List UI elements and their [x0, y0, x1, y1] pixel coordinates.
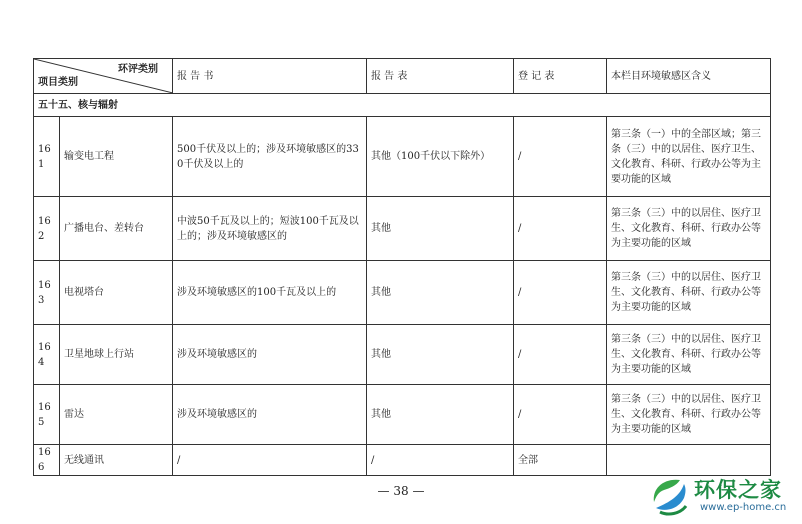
register-form-cell: / — [514, 117, 607, 197]
register-form-cell: / — [514, 261, 607, 325]
register-form-cell: 全部 — [514, 445, 607, 476]
report-form-cell: 其他（100千伏以下除外） — [367, 117, 514, 197]
table-row — [34, 197, 771, 261]
leaf-globe-icon — [646, 472, 692, 518]
report-form-cell: 其他 — [367, 385, 514, 445]
header-report-book: 报 告 书 — [173, 59, 367, 94]
section-title: 五十五、核与辐射 — [34, 94, 771, 117]
project-name: 雷达 — [60, 385, 173, 445]
header-report-form: 报 告 表 — [367, 59, 514, 94]
report-book-cell: 500千伏及以上的；涉及环境敏感区的330千伏及以上的 — [173, 117, 367, 197]
report-book-cell: 涉及环境敏感区的 — [173, 385, 367, 445]
header-env-category: 环评类别 — [118, 64, 158, 75]
table-header-row — [34, 59, 771, 94]
watermark-name: 环保之家 — [694, 478, 782, 502]
meaning-cell: 第三条（三）中的以居住、医疗卫生、文化教育、科研、行政办公等为主要功能的区域 — [607, 385, 771, 445]
report-form-cell: 其他 — [367, 197, 514, 261]
meaning-cell: 第三条（三）中的以居住、医疗卫生、文化教育、科研、行政办公等为主要功能的区域 — [607, 197, 771, 261]
project-name: 电视塔台 — [60, 261, 173, 325]
watermark-logo — [646, 470, 796, 522]
header-project-category: 项目类别 — [38, 77, 78, 88]
project-name: 广播电台、差转台 — [60, 197, 173, 261]
row-number: 163 — [34, 261, 60, 325]
regulation-table — [33, 58, 771, 476]
header-register-form: 登 记 表 — [514, 59, 607, 94]
report-form-cell: / — [367, 445, 514, 476]
project-name: 输变电工程 — [60, 117, 173, 197]
meaning-cell: 第三条（三）中的以居住、医疗卫生、文化教育、科研、行政办公等为主要功能的区域 — [607, 325, 771, 385]
row-number: 162 — [34, 197, 60, 261]
report-book-cell: 中波50千瓦及以上的；短波100千瓦及以上的；涉及环境敏感区的 — [173, 197, 367, 261]
table-row — [34, 117, 771, 197]
row-number: 164 — [34, 325, 60, 385]
table-row — [34, 261, 771, 325]
meaning-cell: 第三条（三）中的以居住、医疗卫生、文化教育、科研、行政办公等为主要功能的区域 — [607, 261, 771, 325]
register-form-cell: / — [514, 197, 607, 261]
project-name: 无线通讯 — [60, 445, 173, 476]
row-number: 166 — [34, 445, 60, 476]
report-book-cell: 涉及环境敏感区的100千瓦及以上的 — [173, 261, 367, 325]
header-meaning: 本栏目环境敏感区含义 — [607, 59, 771, 94]
row-number: 165 — [34, 385, 60, 445]
section-row — [34, 94, 771, 117]
row-number: 161 — [34, 117, 60, 197]
diagonal-header-cell — [34, 59, 173, 94]
table-row — [34, 385, 771, 445]
page-number: — 38 — — [377, 484, 425, 498]
watermark-url: www.ep-home.cn — [700, 502, 787, 513]
meaning-cell: 第三条（一）中的全部区域；第三条（三）中的以居住、医疗卫生、文化教育、科研、行政办公等为主要功能的区域 — [607, 117, 771, 197]
report-form-cell: 其他 — [367, 261, 514, 325]
report-book-cell: 涉及环境敏感区的 — [173, 325, 367, 385]
project-name: 卫星地球上行站 — [60, 325, 173, 385]
report-form-cell: 其他 — [367, 325, 514, 385]
report-book-cell: / — [173, 445, 367, 476]
register-form-cell: / — [514, 325, 607, 385]
table-row — [34, 325, 771, 385]
register-form-cell: / — [514, 385, 607, 445]
